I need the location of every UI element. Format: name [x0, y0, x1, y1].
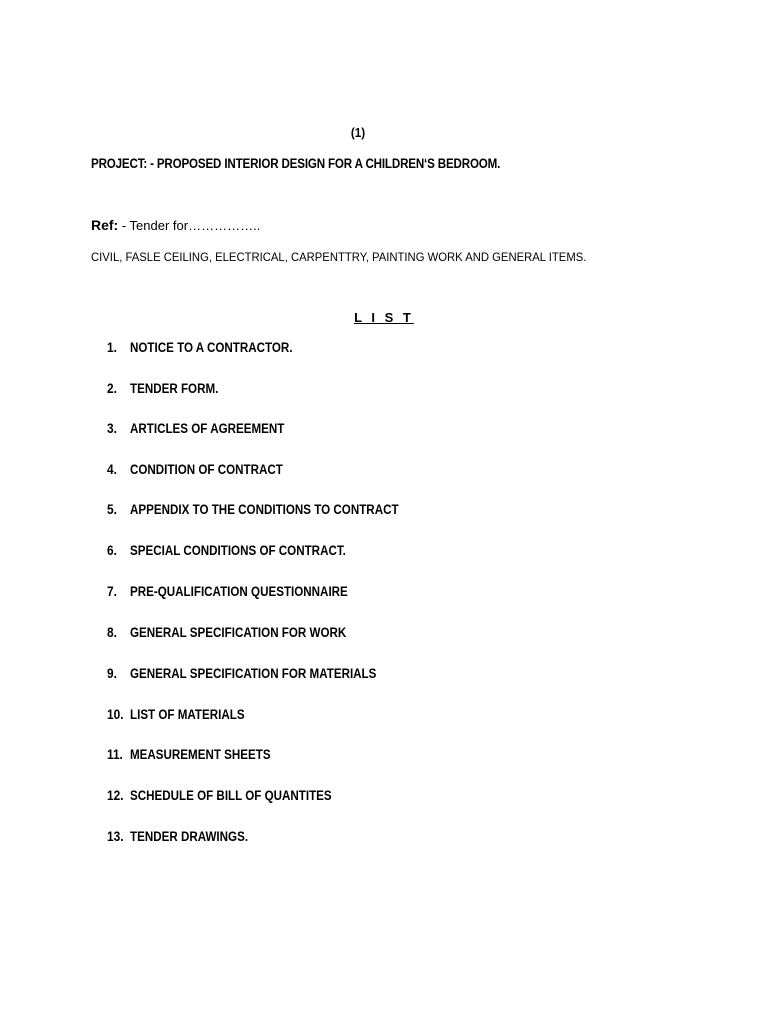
- list-item-text: GENERAL SPECIFICATION FOR WORK: [130, 625, 347, 640]
- list-item-text: SCHEDULE OF BILL OF QUANTITES: [130, 788, 332, 803]
- list-item-number: 6.: [107, 543, 117, 558]
- list-item-text: CONDITION OF CONTRACT: [130, 462, 283, 477]
- list-item-number: 8.: [107, 625, 117, 640]
- list-item-number: 10.: [107, 707, 124, 722]
- list-item-text: SPECIAL CONDITIONS OF CONTRACT.: [130, 543, 346, 558]
- list-item-number: 9.: [107, 666, 117, 681]
- list-item-number: 11.: [107, 747, 123, 762]
- list-item-number: 4.: [107, 462, 117, 477]
- list-item-text: MEASUREMENT SHEETS: [130, 747, 271, 762]
- list-item-number: 13.: [107, 829, 124, 844]
- ref-line: [91, 217, 260, 233]
- list-heading: L I S T: [354, 310, 414, 325]
- list-item-text: ARTICLES OF AGREEMENT: [130, 421, 285, 436]
- list-item-number: 7.: [107, 584, 117, 599]
- list-item-text: APPENDIX TO THE CONDITIONS TO CONTRACT: [130, 502, 399, 517]
- list-item-number: 1.: [107, 340, 117, 355]
- list-item-number: 2.: [107, 381, 117, 396]
- list-item-text: NOTICE TO A CONTRACTOR.: [130, 340, 293, 355]
- list-item-text: TENDER FORM.: [130, 381, 219, 396]
- list-item-number: 5.: [107, 502, 117, 517]
- list-item-number: 3.: [107, 421, 117, 436]
- list-item-text: LIST OF MATERIALS: [130, 707, 245, 722]
- list-item-number: 12.: [107, 788, 124, 803]
- scope-line: CIVIL, FASLE CEILING, ELECTRICAL, CARPENTTRY, PAINTING WORK AND GENERAL ITEMS.: [91, 250, 587, 264]
- ref-text: - Tender for……………..: [118, 218, 261, 233]
- list-item-text: PRE-QUALIFICATION QUESTIONNAIRE: [130, 584, 348, 599]
- ref-label: Ref:: [91, 217, 119, 233]
- list-item-text: TENDER DRAWINGS.: [130, 829, 249, 844]
- list-item-text: GENERAL SPECIFICATION FOR MATERIALS: [130, 666, 377, 681]
- page-number: (1): [350, 125, 366, 140]
- project-title: PROJECT: - PROPOSED INTERIOR DESIGN FOR A CHILDREN‘S BEDROOM.: [91, 156, 501, 171]
